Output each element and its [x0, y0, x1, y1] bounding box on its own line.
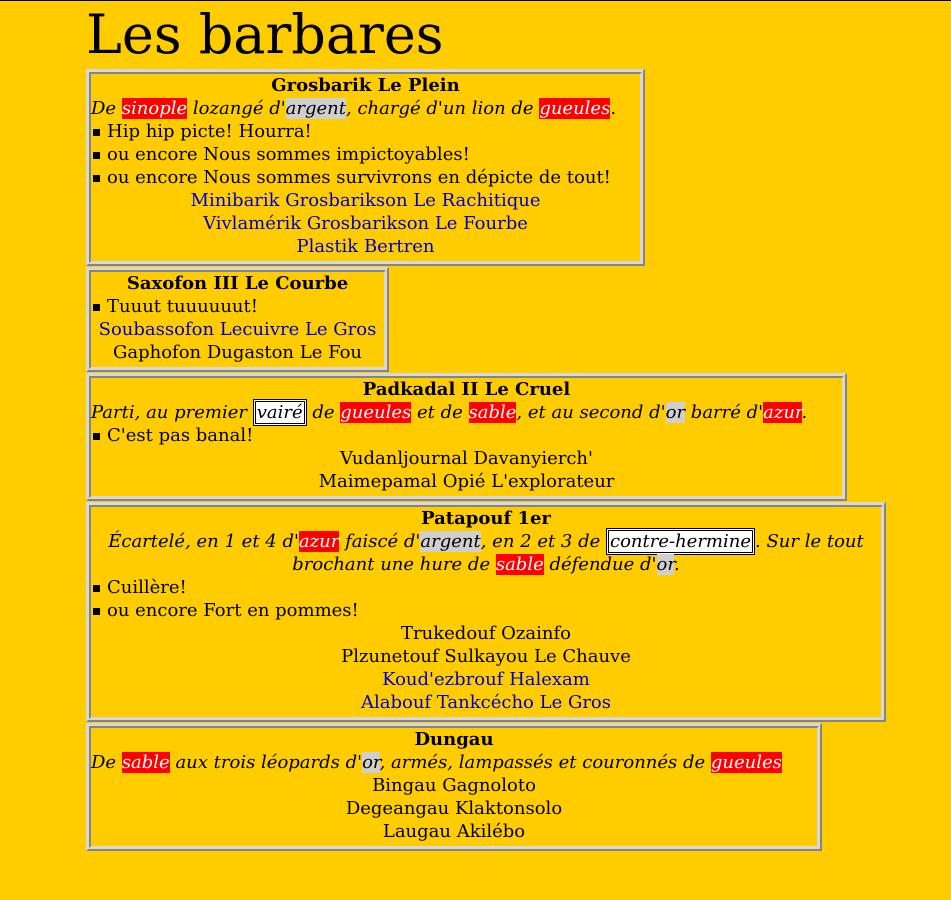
blazon-text: De [91, 752, 122, 773]
fur-term: vairé [253, 399, 307, 426]
motto-item: C'est pas banal! [91, 424, 842, 447]
blazon-text: défendue d' [543, 554, 657, 575]
tincture-term: sinople [121, 98, 188, 119]
tincture-term: gueules [340, 402, 412, 423]
tincture-term: azur [298, 531, 340, 552]
member-row [91, 212, 640, 235]
blazon-text: et de [411, 402, 469, 423]
clan-card [86, 723, 822, 851]
motto-list [91, 120, 640, 189]
blazon-text: . Sur le tout brochant une hure de [292, 531, 864, 575]
tincture-term: gueules [710, 752, 782, 773]
tincture-term: gueules [539, 98, 611, 119]
member-name: Vudanljournal Davanyierch' [340, 448, 593, 469]
member-link[interactable]: Minibarik Grosbarikson Le Rachitique [190, 190, 541, 211]
clan-chief-name: Grosbarik Le Plein [271, 75, 460, 96]
member-link[interactable]: Plastik Bertren [296, 236, 435, 257]
clan-card [86, 69, 645, 266]
blazon-text: , chargé d'un lion de [346, 98, 540, 119]
blazon-text: Écartelé, en 1 et 4 d' [108, 531, 299, 552]
metal-term: argent [420, 531, 481, 552]
clan-chief-name: Padkadal II Le Cruel [362, 379, 571, 400]
blazon-text: , et au second d' [516, 402, 666, 423]
metal-term: argent [285, 98, 347, 119]
member-row [91, 318, 384, 341]
member-list [91, 189, 640, 258]
tincture-term: sable [468, 402, 517, 423]
member-list [91, 774, 817, 843]
clan-blazon [91, 401, 842, 424]
member-row [91, 691, 881, 714]
blazon-text: de [306, 402, 341, 423]
member-link[interactable]: Koud'ezbrouf Halexam [382, 669, 590, 690]
blazon-text: . [673, 554, 680, 575]
member-name: Degeangau Klaktonsolo [345, 798, 563, 819]
member-link[interactable]: Soubassofon Lecuivre Le Gros [98, 319, 377, 340]
metal-term: or [665, 402, 686, 423]
blazon-text: lozangé d' [187, 98, 286, 119]
clan-card [86, 373, 847, 501]
fur-term: contre-hermine [606, 528, 755, 555]
blazon-text: Parti, au premier [91, 402, 253, 423]
blazon-text: De [91, 98, 122, 119]
clan-chief-name: Dungau [414, 729, 494, 750]
metal-term: or [656, 554, 674, 575]
blazon-text: , en 2 et 3 de [480, 531, 606, 552]
motto-list [91, 295, 384, 318]
motto-item: ou encore Nous sommes impictoyables! [91, 143, 640, 166]
member-name: Maimepamal Opié L'explorateur [318, 471, 615, 492]
clan-chief-name: Patapouf 1er [421, 508, 551, 529]
tincture-term: sable [495, 554, 544, 575]
tincture-term: azur [763, 402, 802, 423]
clan-blazon [91, 97, 640, 120]
clan-card [86, 267, 389, 372]
member-list [91, 447, 842, 493]
blazon-text: faiscé d' [339, 531, 421, 552]
clan-blazon [91, 751, 817, 774]
blazon-text: barré d' [685, 402, 764, 423]
blazon-text: , armés, lampassés et couronnés de [379, 752, 711, 773]
clan-chief-name: Saxofon III Le Courbe [126, 273, 349, 294]
blazon-text: aux trois léopards d' [169, 752, 363, 773]
motto-item: Cuillère! [91, 576, 881, 599]
blazon-text: . [610, 98, 617, 119]
metal-term: or [362, 752, 380, 773]
motto-list [91, 576, 881, 622]
motto-item: Tuuut tuuuuuut! [91, 295, 384, 318]
motto-list [91, 424, 842, 447]
member-name: Plzunetouf Sulkayou Le Chauve [341, 646, 631, 667]
motto-item: Hip hip picte! Hourra! [91, 120, 640, 143]
member-list [91, 622, 881, 714]
page-title: Les barbares [86, 3, 444, 66]
member-row [91, 235, 640, 258]
member-name: Gaphofon Dugaston Le Fou [112, 342, 363, 363]
member-link[interactable]: Vivlamérik Grosbarikson Le Fourbe [203, 213, 528, 234]
member-list [91, 318, 384, 364]
clan-blazon [91, 530, 881, 576]
member-row [91, 668, 881, 691]
blazon-text: . [801, 402, 808, 423]
clan-card [86, 502, 886, 722]
member-name: Trukedouf Ozainfo [401, 623, 571, 644]
motto-item: ou encore Fort en pommes! [91, 599, 881, 622]
tincture-term: sable [121, 752, 170, 773]
motto-item: ou encore Nous sommes survivrons en dépicte de tout! [91, 166, 640, 189]
member-link[interactable]: Alabouf Tankcécho Le Gros [360, 692, 611, 713]
member-name: Bingau Gagnoloto [372, 775, 536, 796]
member-row [91, 189, 640, 212]
member-name: Laugau Akilébo [382, 821, 526, 842]
